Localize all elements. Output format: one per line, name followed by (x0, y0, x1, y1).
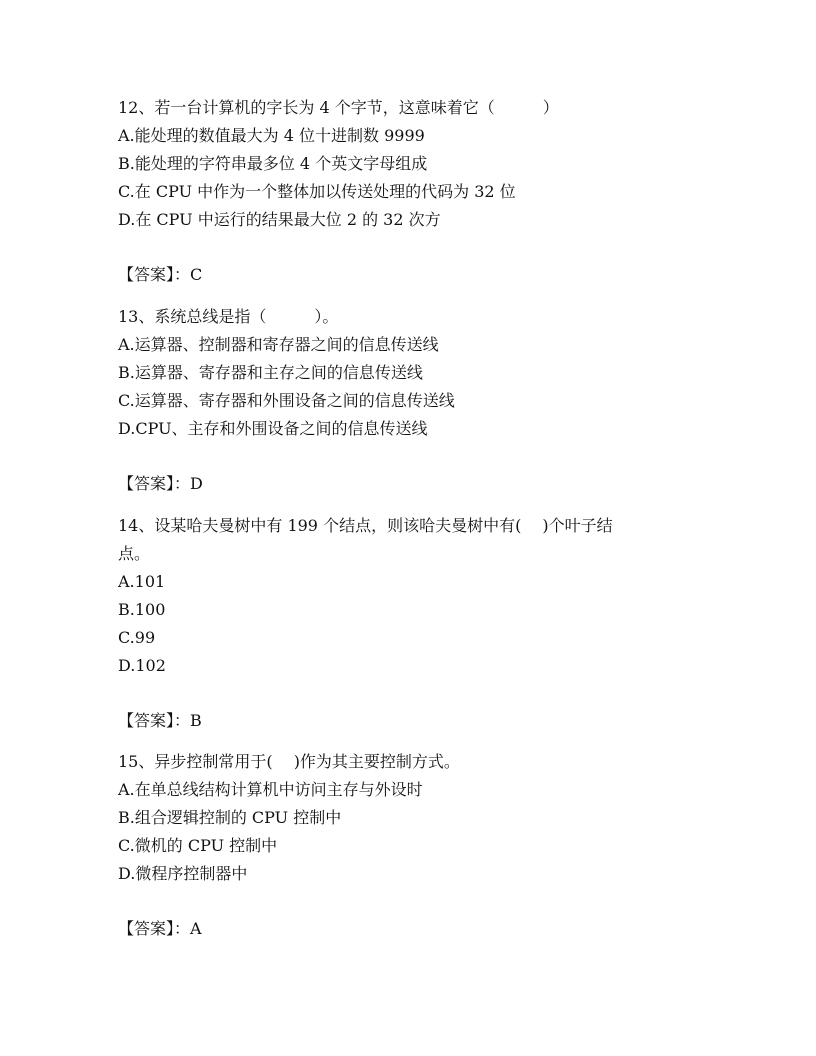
question-15-option-c: C.微机的 CPU 控制中 (118, 836, 278, 855)
question-14-option-d: D.102 (118, 656, 166, 675)
question-14-stem-line-2: 点。 (118, 544, 151, 563)
question-15-option-b: B.组合逻辑控制的 CPU 控制中 (118, 808, 342, 827)
question-12-option-a: A.能处理的数值最大为 4 位十进制数 9999 (118, 126, 425, 145)
question-13-option-c: C.运算器、寄存器和外围设备之间的信息传送线 (118, 391, 455, 410)
question-14-option-c: C.99 (118, 628, 156, 647)
question-14-option-b: B.100 (118, 600, 166, 619)
question-14-option-a: A.101 (118, 572, 166, 591)
question-12-option-b: B.能处理的字符串最多位 4 个英文字母组成 (118, 154, 428, 173)
question-14-answer: 【答案】：B (118, 711, 202, 730)
question-13-answer: 【答案】：D (118, 474, 203, 493)
question-15-answer: 【答案】：A (118, 919, 202, 938)
question-13-option-b: B.运算器、寄存器和主存之间的信息传送线 (118, 363, 423, 382)
question-15-stem: 15、异步控制常用于( )作为其主要控制方式。 (118, 752, 460, 771)
question-13-option-a: A.运算器、控制器和寄存器之间的信息传送线 (118, 335, 439, 354)
question-12-option-d: D.在 CPU 中运行的结果最大位 2 的 32 次方 (118, 210, 441, 229)
question-12-answer: 【答案】：C (118, 265, 203, 284)
question-15-option-d: D.微程序控制器中 (118, 864, 248, 883)
question-12-option-c: C.在 CPU 中作为一个整体加以传送处理的代码为 32 位 (118, 182, 516, 201)
question-12-stem: 12、若一台计算机的字长为 4 个字节，这意味着它（ ） (118, 98, 559, 117)
question-14-stem-line-1: 14、设某哈夫曼树中有 199 个结点，则该哈夫曼树中有( )个叶子结 (118, 516, 613, 535)
question-13-option-d: D.CPU、主存和外围设备之间的信息传送线 (118, 419, 428, 438)
question-13-stem: 13、系统总线是指（ ）。 (118, 307, 339, 326)
question-15-option-a: A.在单总线结构计算机中访问主存与外设时 (118, 780, 423, 799)
